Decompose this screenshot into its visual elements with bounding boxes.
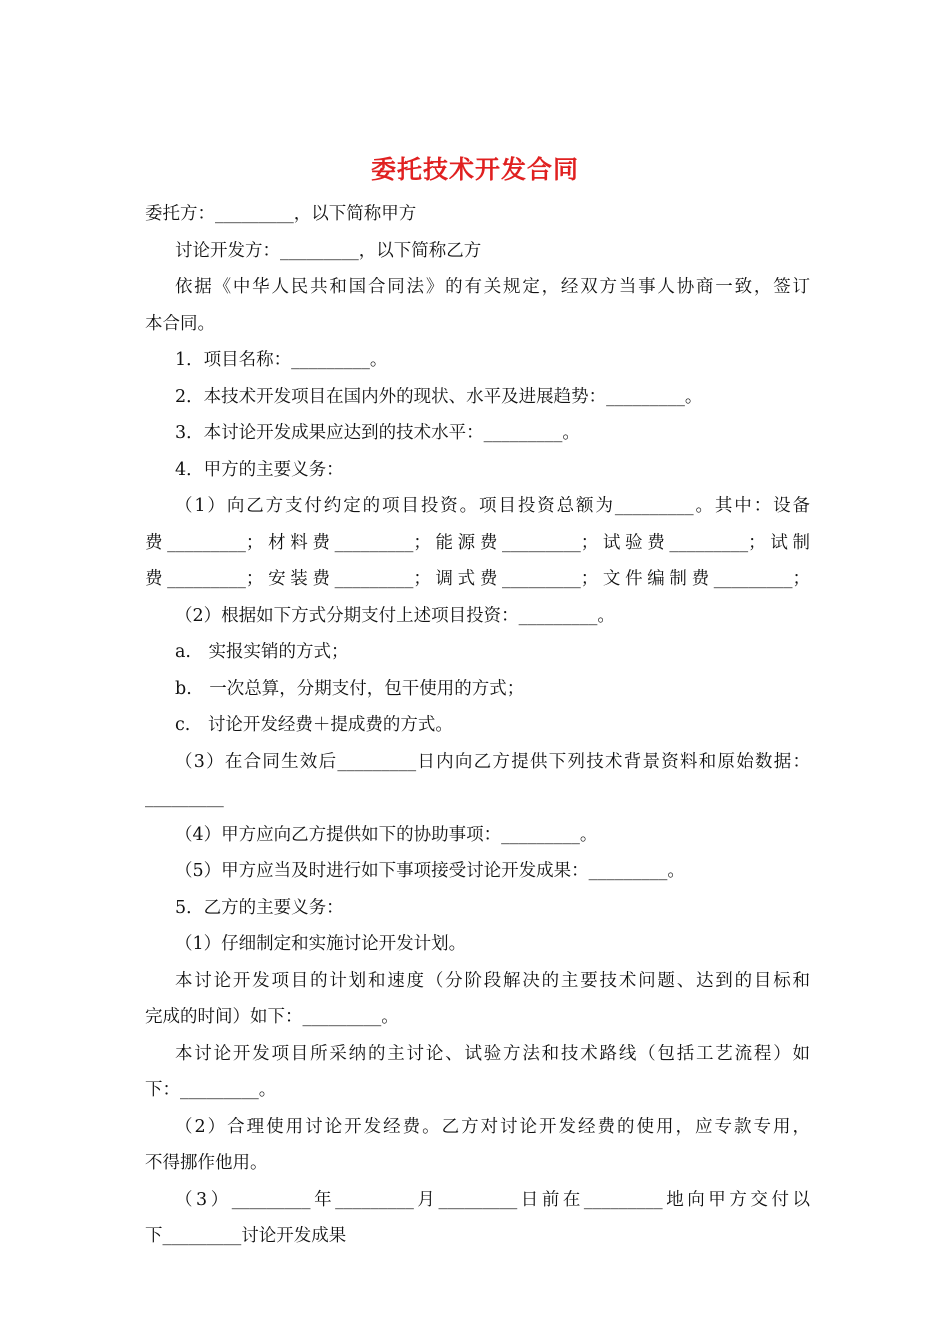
paragraph: 5．乙方的主要义务：: [175, 897, 344, 918]
paragraph: 1．项目名称：_________。: [175, 350, 388, 370]
paragraph: 讨论开发方：_________，以下简称乙方: [175, 240, 482, 261]
paragraph: _________: [145, 788, 224, 808]
paragraph: （4）甲方应向乙方提供如下的协助事项：_________。: [175, 824, 598, 845]
paragraph: 3．本讨论开发成果应达到的技术水平：_________。: [175, 423, 580, 443]
paragraph: c. 讨论开发经费＋提成费的方式。: [175, 715, 453, 735]
paragraph: a. 实报实销的方式；: [175, 642, 349, 662]
paragraph: 2．本技术开发项目在国内外的现状、水平及进展趋势：_________。: [175, 386, 703, 407]
paragraph: （3）在合同生效后_________日内向乙方提供下列技术背景资料和原始数据：: [175, 751, 810, 772]
document-title: 委托技术开发合同: [370, 155, 579, 184]
paragraph: （3）_________年_________月_________日前在_________地向甲方交付以: [175, 1189, 810, 1210]
paragraph: 委托方：_________，以下简称甲方: [145, 204, 417, 224]
paragraph: （2）合理使用讨论开发经费。乙方对讨论开发经费的使用，应专款专用，: [175, 1116, 810, 1137]
paragraph: 4．甲方的主要义务：: [175, 459, 344, 480]
paragraph: 依据《中华人民共和国合同法》的有关规定，经双方当事人协商一致，签订: [175, 277, 810, 297]
paragraph: （5）甲方应当及时进行如下事项接受讨论开发成果：_________。: [175, 861, 685, 881]
document-body: [145, 196, 810, 1255]
paragraph: 本讨论开发项目所采纳的主讨论、试验方法和技术路线（包括工艺流程）如: [175, 1043, 810, 1064]
paragraph: （2）根据如下方式分期支付上述项目投资：_________。: [175, 605, 615, 626]
paragraph: 费_________；材料费_________；能源费_________；试验费_________；试制: [145, 532, 810, 553]
paragraph: （1）仔细制定和实施讨论开发计划。: [175, 934, 467, 954]
paragraph: 下_________讨论开发成果: [145, 1226, 347, 1246]
paragraph: 下：_________。: [145, 1080, 277, 1100]
paragraph: 本讨论开发项目的计划和速度（分阶段解决的主要技术问题、达到的目标和: [175, 970, 810, 991]
paragraph: 费_________；安装费_________；调式费_________；文件编制费_________；: [145, 569, 810, 589]
paragraph: 本合同。: [145, 313, 215, 334]
paragraph: （1）向乙方支付约定的项目投资。项目投资总额为_________。其中：设备: [175, 496, 810, 516]
paragraph: 不得挪作他用。: [145, 1153, 268, 1173]
paragraph: 完成的时间）如下：_________。: [145, 1007, 399, 1027]
paragraph: b. 一次总算，分期支付，包干使用的方式；: [175, 678, 525, 699]
